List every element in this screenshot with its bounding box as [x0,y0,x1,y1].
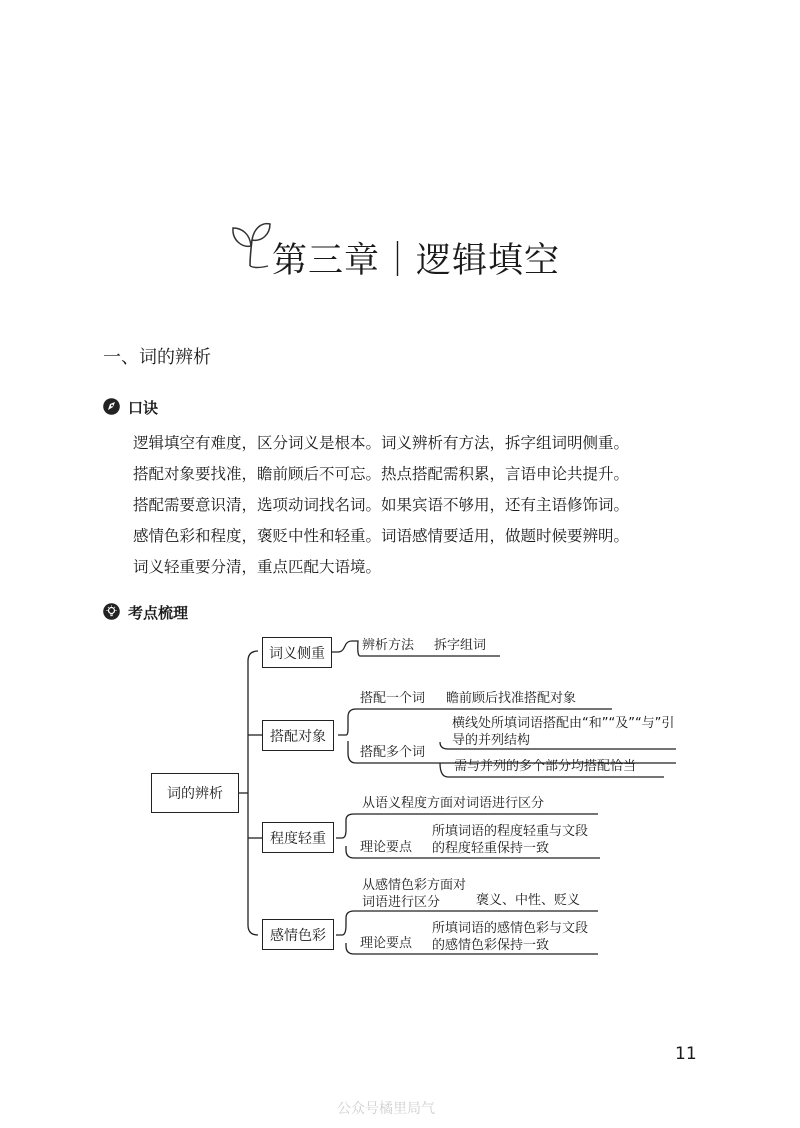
mnemonic-line: 逻辑填空有难度，区分词义是根本。词义辨析有方法，拆字组词明侧重。 [133,434,630,452]
leaf-label: 理论要点 [360,936,413,951]
leaf-label: 从感情色彩方面对词语进行区分 [362,878,467,910]
leaf-detail: 需与并列的多个部分均搭配恰当 [454,759,637,774]
mnemonic-line: 搭配需要意识清，选项动词找名词。如果宾语不够用，还有主语修饰词。 [133,496,630,514]
leaf-detail: 所填词语的感情色彩与文段的感情色彩保持一致 [432,921,589,953]
leaf-detail: 褒义、中性、贬义 [476,893,581,908]
leaf-detail: 瞻前顾后找准搭配对象 [446,691,577,706]
page-number: 11 [675,1044,697,1064]
branch-word-meaning-focus: 词义侧重 [262,637,332,668]
watermark: 公众号橘里局气 [337,1101,435,1117]
mnemonic-heading: 口诀 [128,399,159,417]
leaf-label: 搭配多个词 [360,745,426,760]
branch-degree: 程度轻重 [262,822,334,853]
mnemonic-line: 搭配对象要找准，瞻前顾后不可忘。热点搭配需积累，言语申论共提升。 [133,465,630,483]
leaf-label: 从语义程度方面对词语进行区分 [362,796,545,811]
leaf-detail: 拆字组词 [434,638,487,653]
leaf-label: 辨析方法 [362,638,415,653]
mnemonic-line: 词义轻重要分清，重点匹配大语境。 [133,558,382,576]
leaf-detail: 所填词语的程度轻重与文段的程度轻重保持一致 [432,824,589,856]
leaf-label: 理论要点 [360,840,413,855]
leaf-detail-multi: 横线处所填词语搭配由“和”“及”“与”引导的并列结构 [452,716,675,748]
mind-map-root: 词的辨析 [151,773,239,813]
mnemonic-line: 感情色彩和程度，褒贬中性和轻重。词语感情要适用，做题时候要辨明。 [133,527,630,545]
branch-collocation-object: 搭配对象 [262,720,334,751]
branch-emotional-color: 感情色彩 [262,919,334,950]
chapter-title: 第三章｜逻辑填空 [272,241,561,281]
leaf-label: 搭配一个词 [360,691,426,706]
section-heading: 一、词的辨析 [103,347,211,368]
outline-heading: 考点梳理 [128,604,189,622]
